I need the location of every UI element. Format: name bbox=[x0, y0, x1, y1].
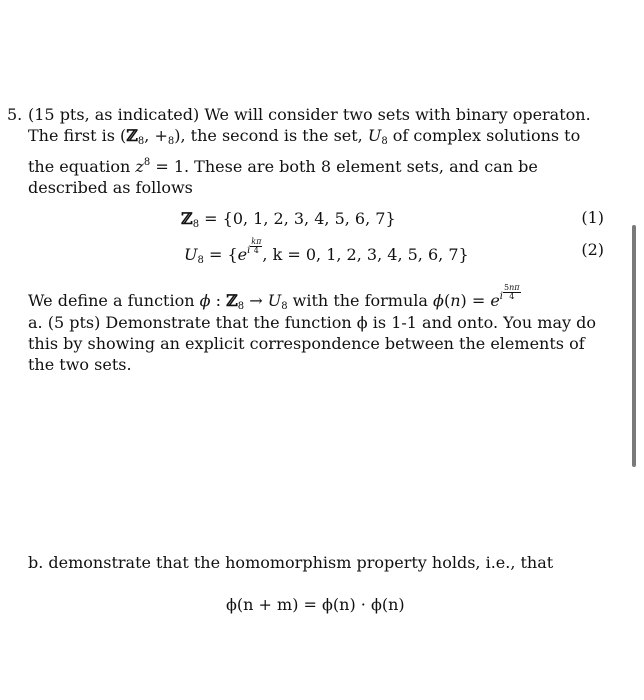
equation-u8: $U_8 = \{e^i$ $\frac{k\pi}{4}$ , k = 0, 1, 2, 3, 4, 5, 6, 7} bbox=[184, 237, 469, 266]
scrollbar[interactable] bbox=[632, 225, 636, 467]
part-a: a. (5 pts) Demonstrate that the function ϕ is 1-1 and onto. You may do this by showing an explicit correspondence between the elements of the two sets. bbox=[28, 313, 597, 374]
homomorphism-formula: ϕ(n + m) = ϕ(n) · ϕ(n) bbox=[226, 595, 405, 614]
part-b: b. demonstrate that the homomorphism property holds, i.e., that bbox=[28, 553, 554, 572]
function-definition: We define a function ϕ : ℤ$_8$ → $U_8$ with the formula $\phi(n) = e^i$ $\frac{5n\pi}{4}$ bbox=[28, 283, 520, 312]
equation-number-2: (2) bbox=[581, 240, 604, 259]
equation-number-1: (1) bbox=[581, 208, 604, 227]
equation-z8: ℤ$_8$ = {0, 1, 2, 3, 4, 5, 6, 7} bbox=[181, 209, 396, 230]
problem-number: 5. bbox=[7, 105, 23, 124]
problem-statement: 5. (15 pts, as indicated) We will consider two sets with binary operaton. The first is (ℤ$_8$, $+_8$), the second is the set, $U_8$ of complex solutions to the equation $z^8 = 1$. These are both 8 element sets, and can be described as follows bbox=[7, 105, 591, 197]
